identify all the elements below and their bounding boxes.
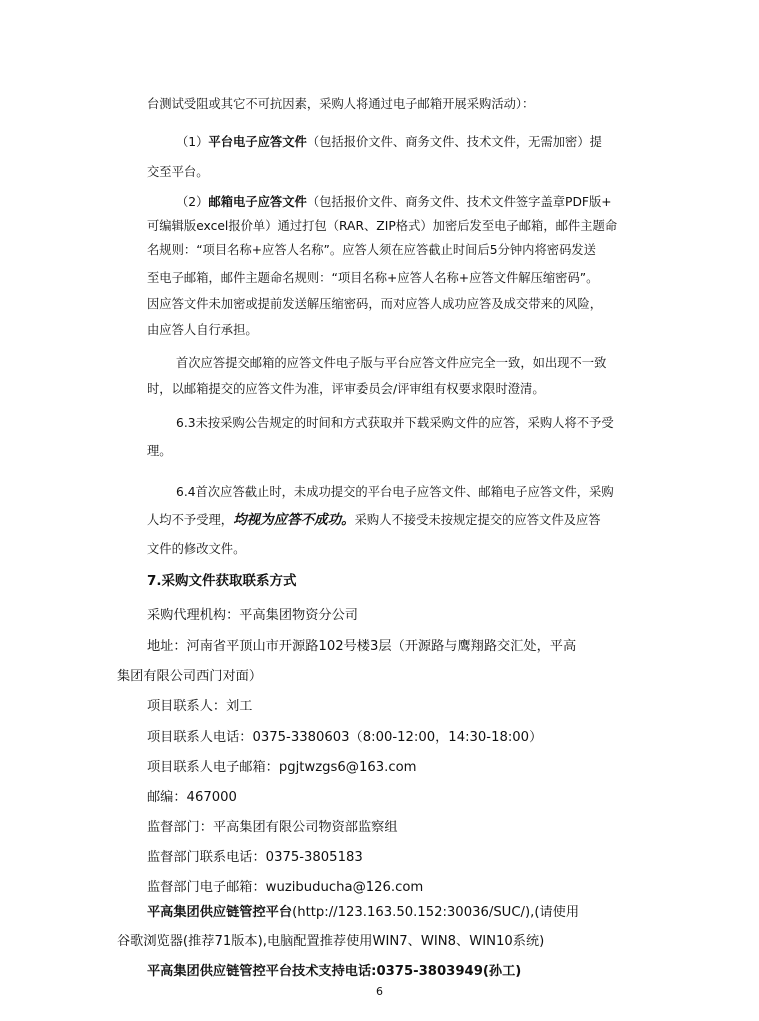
paragraph-line: 名规则：“项目名称+应答人名称”。应答人须在应答截止时间后5分钟内将密码发送	[147, 243, 596, 257]
paragraph-text: （包括报价文件、商务文件、技术文件，无需加密）提	[306, 135, 602, 149]
paragraph-line: 6.3未按采购公告规定的时间和方式获取并下载采购文件的应答，采购人将不予受	[176, 416, 614, 430]
paragraph-line: 可编辑版excel报价单）通过打包（RAR、ZIP格式）加密后发至电子邮箱，邮件主题命	[147, 219, 618, 233]
paragraph-text: 人均不予受理，	[147, 513, 234, 527]
paragraph-line: 因应答文件未加密或提前发送解压缩密码，而对应答人成功应答及成交带来的风险，	[147, 297, 602, 311]
contact-line: 监督部门联系电话：0375-3805183	[147, 850, 363, 865]
paragraph-line: 文件的修改文件。	[147, 542, 246, 556]
bold-term: 邮箱电子应答文件	[208, 195, 307, 209]
contact-line: 项目联系人电话：0375-3380603（8:00-12:00，14:30-18:00）	[147, 730, 543, 745]
paragraph-text: 采购人不接受未按规定提交的应答文件及应答	[354, 513, 601, 527]
contact-line: 项目联系人：刘工	[147, 699, 253, 714]
support-line: 平高集团供应链管控平台技术支持电话:0375-3803949(孙工)	[147, 964, 522, 979]
list-number: （2）	[176, 195, 209, 209]
platform-url: (http://123.163.50.152:30036/SUC/),(请使用	[292, 905, 580, 920]
paragraph-line: 理。	[147, 444, 172, 458]
page-number: 6	[376, 985, 383, 998]
platform-line: 谷歌浏览器(推荐71版本),电脑配置推荐使用WIN7、WIN8、WIN10系统)	[117, 934, 545, 949]
paragraph-line: 首次应答提交邮箱的应答文件电子版与平台应答文件应完全一致，如出现不一致	[176, 356, 607, 370]
platform-line	[147, 906, 579, 919]
platform-name: 平高集团供应链管控平台	[147, 905, 293, 920]
paragraph-line: 时，以邮箱提交的应答文件为准，评审委员会/评审组有权要求限时澄清。	[147, 382, 545, 396]
contact-line: 监督部门电子邮箱：wuzibuducha@126.com	[147, 880, 424, 895]
contact-line: 地址：河南省平顶山市开源路102号楼3层（开源路与鹰翔路交汇处，平高	[147, 639, 577, 654]
paragraph-text: （包括报价文件、商务文件、技术文件签字盖章PDF版+	[306, 195, 612, 209]
paragraph-line: 由应答人自行承担。	[147, 323, 258, 337]
paragraph-line	[176, 136, 602, 148]
paragraph-line: 至电子邮箱，邮件主题命名规则：“项目名称+应答人名称+应答文件解压缩密码”。	[147, 271, 599, 285]
section-heading: 7.采购文件获取联系方式	[147, 573, 297, 589]
contact-line: 采购代理机构：平高集团物资分公司	[147, 608, 358, 623]
paragraph-line	[176, 196, 612, 208]
paragraph-line: 台测试受阻或其它不可抗因素，采购人将通过电子邮箱开展采购活动）：	[147, 97, 535, 111]
paragraph-line	[147, 514, 601, 528]
emphasis-text: 均视为应答不成功。	[233, 512, 355, 528]
bold-term: 平台电子应答文件	[208, 135, 307, 149]
contact-line: 邮编：467000	[147, 790, 237, 805]
paragraph-line: 6.4首次应答截止时，未成功提交的平台电子应答文件、邮箱电子应答文件，采购	[176, 485, 614, 499]
contact-line: 集团有限公司西门对面）	[117, 669, 263, 684]
paragraph-line: 交至平台。	[147, 165, 209, 179]
contact-line: 监督部门：平高集团有限公司物资部监察组	[147, 820, 398, 835]
list-number: （1）	[176, 135, 209, 149]
contact-line: 项目联系人电子邮箱：pgjtwzgs6@163.com	[147, 760, 417, 775]
